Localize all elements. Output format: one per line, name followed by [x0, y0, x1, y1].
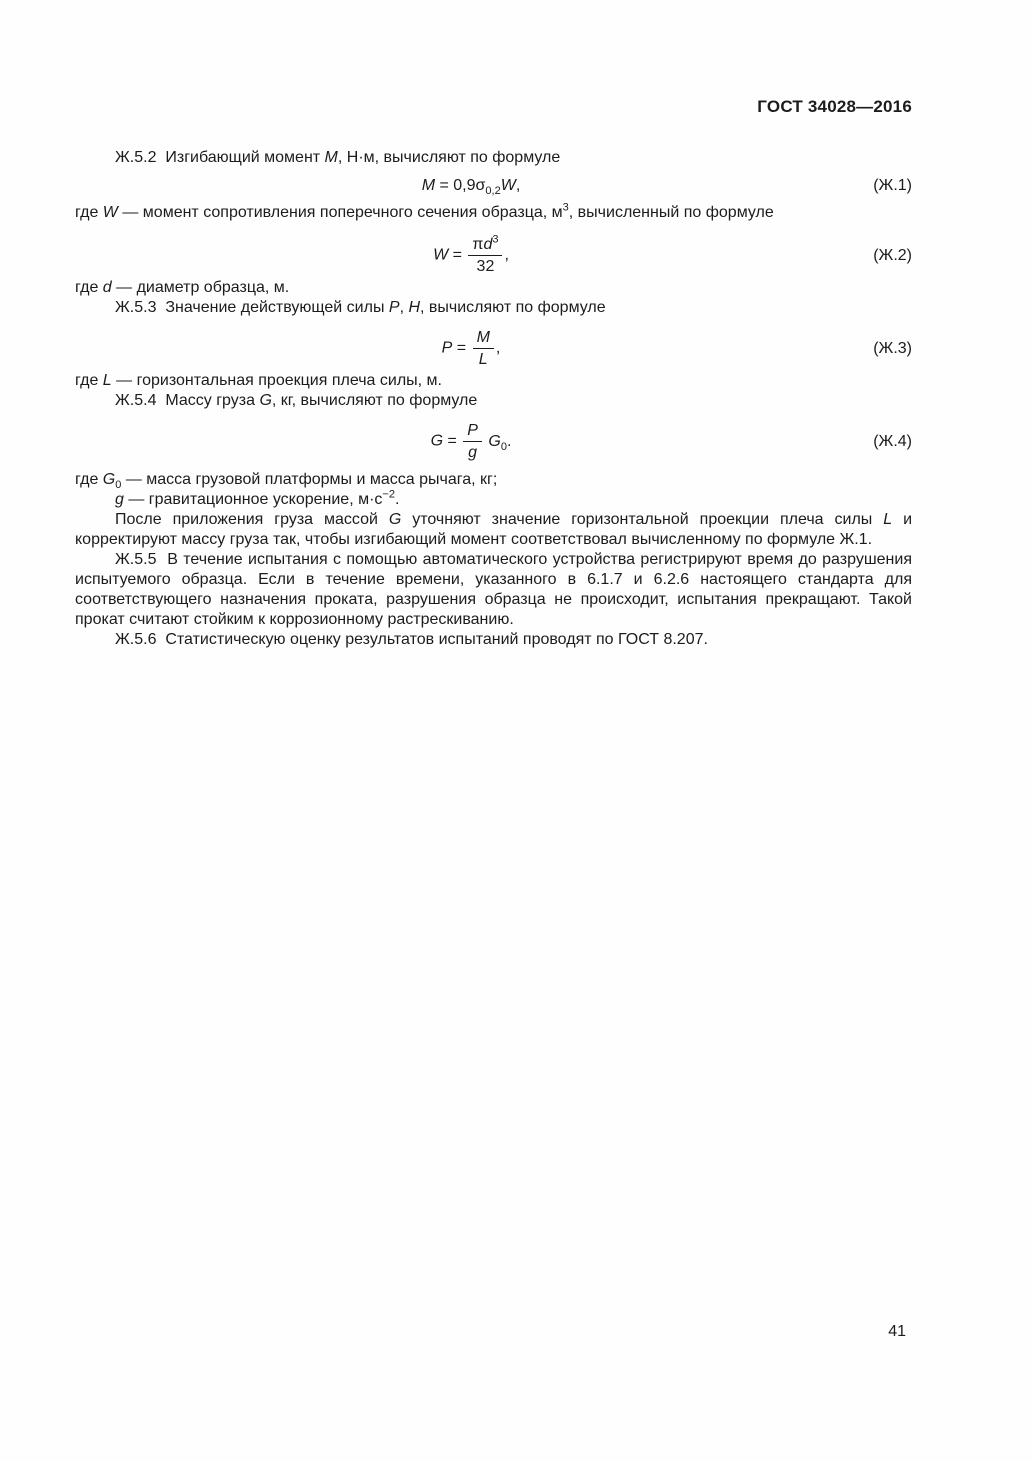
formula-zh2 [75, 235, 912, 276]
formula-zh1-body: $M = 0,9\sigma_{0,2}W$, [421, 177, 521, 198]
fraction: $\frac{M}{L}$ [473, 328, 494, 369]
paragraph-gde-d: где d — диаметр образца, м. [75, 279, 290, 296]
formula-zh3-body: P = $\frac{M}{L}$ , [441, 329, 501, 368]
paragraph-g-line: g — гравитационное ускорение, $м\cdot с^{-2}$. [115, 488, 400, 508]
formula-zh1 [75, 176, 912, 196]
formula-zh4-label: (Ж.4) [873, 432, 912, 450]
page-number: 41 [888, 1323, 906, 1340]
formula-zh2-body: W = $\frac{\pi d^3}{32}$ , [433, 233, 509, 275]
fraction: $\frac{\pi d^3}{32}$ [468, 235, 502, 276]
paragraph-posle: После приложения груза массой G уточняют значение горизонтальной проекции плеча силы L и корректируют массу груза так, чтобы изгибающий момент соответствовал вычисленному по формуле Ж.1. [75, 511, 913, 548]
paragraph-zh56: Ж.5.6 Статистическую оценку результатов испытаний проводят по ГОСТ 8.207. [115, 631, 708, 648]
paragraph-zh54: Ж.5.4 Массу груза G, кг, вычисляют по формуле [115, 392, 478, 409]
formula-zh4 [75, 421, 912, 462]
paragraph-zh55: Ж.5.5 В течение испытания с помощью автоматического устройства регистрируют время до разрушения испытуемого образца. Если в течение времени, указанного в 6.1.7 и 6.2.6 настоящего стандарта для соответствующего назначения проката, разрушения образца не происходит, испытания прекращают. Такой прокат считают стойким к коррозионному растрескиванию. [75, 551, 912, 628]
paragraph-gde-w: где W — момент сопротивления поперечного сечения образца, $м^3$, вычисленный по формуле [75, 201, 774, 221]
paragraph-zh52: Ж.5.2 Изгибающий момент M, Н·м, вычисляют по формуле [115, 149, 561, 166]
paragraph-gde-g0: где $G_0$ — масса грузовой платформы и масса рычага, кг; [75, 471, 498, 492]
paragraph-gde-l: где L — горизонтальная проекция плеча силы, м. [75, 372, 442, 389]
formula-zh1-label: (Ж.1) [873, 177, 912, 194]
fraction: $\frac{P}{g}$ [463, 421, 482, 462]
formula-zh2-label: (Ж.2) [873, 246, 912, 264]
paragraph-zh53: Ж.5.3 Значение действующей силы P, Н, вычисляют по формуле [115, 299, 606, 316]
document-header-title: ГОСТ 34028—2016 [757, 97, 912, 116]
formula-zh3 [75, 328, 912, 369]
formula-zh4-body: G = $\frac{P}{g}$ $G_0$. [430, 422, 512, 461]
formula-zh3-label: (Ж.3) [873, 339, 912, 357]
page-content [75, 97, 912, 650]
